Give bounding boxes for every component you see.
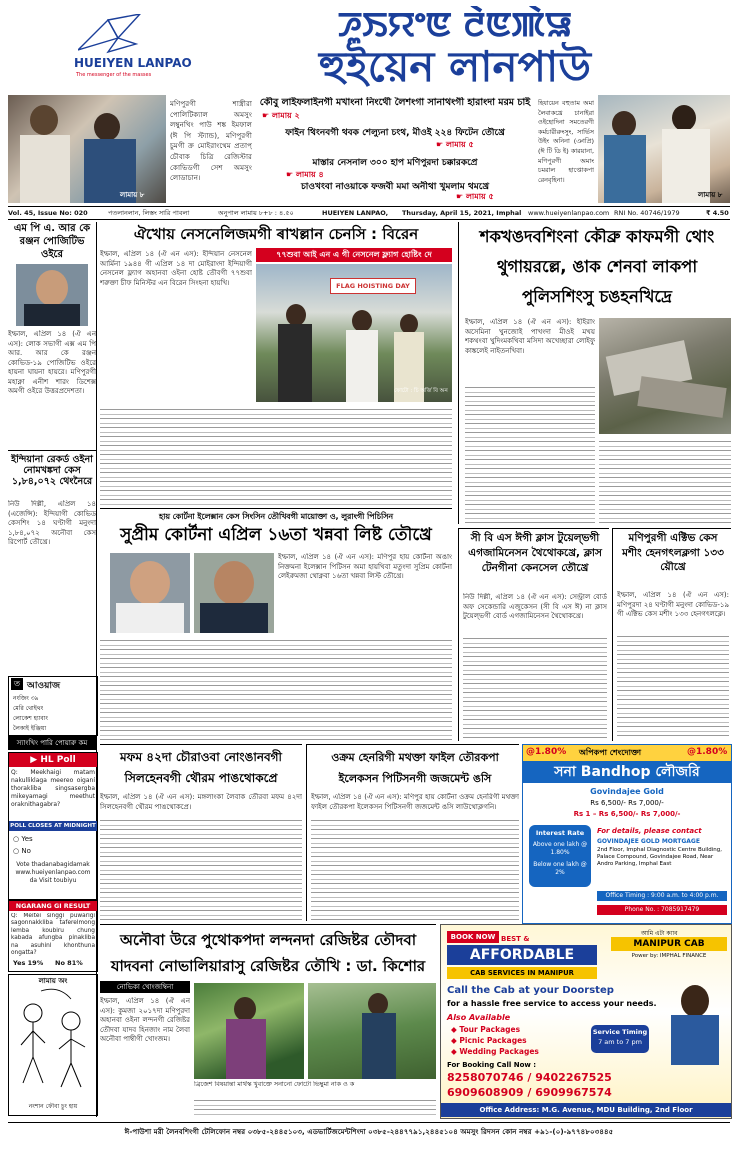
cab-book-now[interactable]: BOOK NOW bbox=[447, 931, 499, 943]
gold-phone[interactable]: Phone No. : 7085917479 bbox=[597, 905, 727, 915]
poll-vote-text[interactable]: Vote thadanabagidamak www.hueiyenlanpao.com da Visit toubiyu bbox=[15, 861, 91, 884]
top-headline-2[interactable]: ফাইন থিংনবগী থবক শেল্যুনা চংথ, মীওই ২২৪ ফিটেন তৌখ্রে bbox=[285, 128, 505, 138]
gold-line-2: Rs 1 – Rs 6,500/- Rs 7,000/- bbox=[573, 810, 681, 818]
damaged-camp-photo bbox=[599, 318, 731, 434]
cab-phone-2[interactable]: 6909608909 / 6909967574 bbox=[447, 1086, 612, 1099]
bottom-left-columns bbox=[100, 817, 302, 921]
radio-icon: ○ bbox=[13, 835, 22, 843]
india-headline[interactable]: ইন্দিয়ানা রেকর্ড ওইনা নোমখঙ্কদা কেস ১,৮৪,০৭২ থেংনৈরে bbox=[11, 454, 93, 487]
top-headline-1-page[interactable] bbox=[262, 110, 300, 123]
paper-name: HUEIYEN LANPAO, bbox=[322, 209, 389, 217]
right-lead-columns bbox=[465, 384, 595, 524]
interest-title: Interest Rate bbox=[535, 829, 585, 837]
lead-photo-credit: ফোটো : চি অর্জি বি অন bbox=[394, 388, 448, 394]
gold-contact-title: For details, please contact bbox=[597, 827, 702, 835]
ngarang-yes-label: Yes bbox=[13, 959, 26, 967]
radio-icon: ○ bbox=[13, 847, 22, 855]
top-right-caption: হিযায়েন বহুতাম অমা লৈবাকখ্রে চানাইরা ওইহোদিনা সমতেরগী কর্মচারীরুংসুং, সার্ভিস উইং অনিনা (ঞাপ্রি) (ঈ টি ডি ই) কারয়ানা, মণিপুরগী অমাং চমরাল হাপ্তোকপা রেনবৃহিনা। bbox=[538, 99, 594, 184]
bottom-mid-body: ইম্ফাল, এপ্রিল ১৪ (ঐ এন এস): মণিপুর হায় কোর্টনা ওক্রম হেনরিগী মথক্তা ফাইল তৌরকপা ইলেকসন পিটিসনগী জজমেন্ট ঙসি লাউথোক্লগনি। bbox=[311, 793, 519, 811]
cab-best: BEST & bbox=[501, 935, 530, 943]
bottom-left-story bbox=[100, 744, 302, 921]
cab-also: Also Available bbox=[447, 1013, 511, 1022]
cab-timing: 7 am to 7 pm bbox=[598, 1038, 642, 1046]
right-lead-body: ইম্ফাল, এপ্রিল ১৪ (ঐ এন এস): হীইরাং অসেমিনা খুনজোই পাখংদা মীওই মখয় শকথংবা খুদিংমকখিবা মসিদা অখেচ্ছারা লোইফু কাঙ্কলেই নাইতনখিবা। bbox=[465, 318, 595, 355]
cab-services: CAB SERVICES IN MANIPUR bbox=[447, 967, 597, 979]
gold-top-label: অপিকপা শেংদোক্তা bbox=[579, 748, 642, 757]
interest-above: Above one lakh @ 1.80% bbox=[532, 841, 588, 856]
profile-body: ইম্ফাল, এপ্রিল ১৪ (ঐ এন এস): লোক সভাগী এক্স এম পি আর. আর কে রঞ্জন কোভিড-১৯ পোজিটিভ ওইরে হায়না ঘায়না হায়রে। মণিপুরগী মহাক্না এনীশ শারং ডিশেক্স অমগী ওইরে উত্তরপ্রদেশতা। bbox=[8, 330, 96, 395]
ngarang-result bbox=[8, 900, 98, 972]
vaccination-photo bbox=[8, 95, 166, 203]
awaaz-row-1: নংজিং ৩৯ bbox=[13, 695, 39, 702]
cab-doorstep-1: Call the Cab at your Doorstep bbox=[447, 985, 614, 996]
bullet-icon: ◆ bbox=[451, 1036, 460, 1045]
hl-poll bbox=[8, 752, 98, 900]
active-headline[interactable]: মণিপুরগী এক্টিভ কেস মশীং হেনগৎলক্লগা ১৩৩ য়ৌখ্রে bbox=[622, 532, 724, 573]
cbse-headline[interactable]: সী বি এস ঈগী ক্লাস টুয়েল্ভগী এগজামিনেসন থৈথোকখ্রে, ক্লাস টেনগীনা কেনসেল তৌখ্রে bbox=[468, 532, 602, 574]
special-line: স্যাংখিং পারি পোয়ারু কম bbox=[8, 736, 96, 750]
greenhouse-photo-2 bbox=[308, 983, 436, 1079]
page-ref: লামায় ২ bbox=[271, 111, 300, 120]
sc-headline[interactable]: সুপ্রীম কোর্টনা এপ্রিল ১৬তা খন্নবা লিষ্ট তৌখ্রে bbox=[120, 525, 432, 545]
ngarang-no-label: No bbox=[55, 959, 65, 967]
top-headline-3[interactable]: মাস্তার নেসনাল ৩০০ হাপ মণিপুরদা চক্কারকপ্রে bbox=[312, 158, 478, 168]
ngarang-yes-pct: 19% bbox=[27, 959, 44, 967]
bottom-lead-body: ইম্ফাল, এপ্রিল ১৪ (ঐ এন এস): কুমজা ২০১৭দা মণিপুরদা অহানবা ওইনা লন্দনগী রেজিষ্টর তৌদবা যাদব হিনজাং নাম লৈবা অনৌবা পাম্বীগী খোংজম। bbox=[100, 997, 190, 1043]
awaaz-logo-icon: ত bbox=[11, 678, 23, 690]
cab-booking-label: For Booking Call Now : bbox=[447, 1061, 537, 1069]
gold-brand: সনা Bandhop লৌজরি bbox=[523, 761, 731, 783]
bottom-lead-caption: ব্রিজেশ বিষয়ান্তা মার্থস্ক খুবাক্তে সনানো ফোটো ভিম্বুমা নাক ও ক bbox=[194, 1081, 355, 1088]
awaaz-row-3: লোকেশ হ্যাবাং bbox=[13, 715, 49, 722]
cartoon-caption: নংশান ফৌবা চুং হায় bbox=[28, 1103, 78, 1110]
top-left-caption: মণিপুরগী শাস্ত্রীরা পোলিটিক্যাল অমসুং লম্বুনখিং পাউ শঙ্ক ইমফাল (ঈ পি স্ট্যান্ড), মণিপুরগী চুমগী ক্র মোইরাংথেম প্রতাপ্ চৌবাক চিত্রি রেজিস্টার কোভিডগী সেশ অমসুং লোডাচান। bbox=[170, 99, 252, 183]
awaaz-row-4: লৈকাই ইঞ্জিয়া bbox=[13, 725, 47, 732]
left-photo-page: লামায় ৮ bbox=[120, 191, 145, 199]
info-bar bbox=[8, 206, 730, 220]
cab-doorstep-2: for a hassle free service to access your needs. bbox=[447, 999, 657, 1008]
website[interactable]: www.hueiyenlanpao.com bbox=[528, 209, 610, 217]
top-headline-4-page[interactable] bbox=[456, 191, 494, 204]
sc-body-columns bbox=[100, 637, 452, 741]
cab-timing-title: Service Timing bbox=[592, 1028, 648, 1036]
logo-text: HUEIYEN LANPAO bbox=[74, 56, 192, 70]
active-columns bbox=[617, 633, 729, 739]
top-strip bbox=[8, 95, 730, 203]
cartoon bbox=[8, 974, 98, 1116]
bottom-left-body: ইম্ফাল, এপ্রিল ১৪ (ঐ এন এস): মঙ্গলাংকা লৈবাক তৌরবা মফম ৪২দা সিলহেনবগী থৌরম পাঙথোকপ্রে। bbox=[100, 793, 302, 811]
pointer-icon: ☛ bbox=[262, 111, 272, 120]
cab-opt-1-label: Tour Packages bbox=[459, 1025, 521, 1034]
masthead bbox=[0, 0, 739, 92]
gold-pct-right: @1.80% bbox=[687, 747, 728, 757]
bottom-lead-columns bbox=[194, 1097, 436, 1117]
right-lead bbox=[458, 222, 735, 524]
gold-bandhop-ad[interactable] bbox=[522, 744, 732, 924]
sc-photo-2 bbox=[194, 553, 274, 633]
pages-price-label: অনুপাল লামায় ৮+৮ : ৪.৫০ bbox=[218, 209, 294, 217]
bullet-icon: ◆ bbox=[451, 1047, 460, 1056]
interest-rate-box bbox=[529, 825, 591, 887]
bottom-mid-headline[interactable]: ওক্রম হেনরিগী মথক্তা ফাইল তৌরকপা ইলেকসন পিটিসনগী জজমেন্ট ঙসি bbox=[331, 751, 499, 785]
bengali-title: হুইয়েন লানপাউ bbox=[319, 42, 591, 91]
cartoon-figures-icon bbox=[11, 987, 95, 1099]
cab-opt-3-label: Wedding Packages bbox=[459, 1047, 539, 1056]
top-headlines bbox=[256, 95, 534, 203]
cab-phone-1[interactable]: 8258070746 / 9402267525 bbox=[447, 1071, 612, 1084]
cab-opt-2 bbox=[451, 1036, 527, 1045]
poll-question: Q: Meekhaigi matam nakulliklaga meereo oiganí thorakliba singsasergba mikeyamagi meethut oraknithagabra? bbox=[11, 769, 95, 808]
left-column bbox=[8, 222, 97, 1117]
rni-number: RNI No. 40746/1979 bbox=[614, 209, 680, 217]
flag-hoisting-photo bbox=[256, 264, 452, 402]
rk-ranjan-photo bbox=[16, 264, 88, 326]
poll-closes: POLL CLOSES AT MIDNIGHT bbox=[10, 823, 96, 829]
cab-brand-sub: Power by: IMPHAL FINANCE bbox=[631, 953, 707, 959]
lead-body-columns bbox=[100, 406, 452, 506]
volume-issue: Vol. 45, Issue No: 020 bbox=[8, 209, 88, 217]
right-lead-columns-2 bbox=[599, 438, 731, 524]
bottom-lead-headline[interactable]: অনৌবা উরে পুথোকপদা লন্দনদা রেজিষ্টর তৌদবা যাদবনা নোভালিয়ারাসু রেজিষ্টর তৌখি : ডা. কিশোর bbox=[110, 931, 426, 975]
sc-body: ইম্ফাল, এপ্রিল ১৪ (ঐ এন এস): মণিপুর হায় কোর্টনা অঙাং নিক্তমনা ইলেক্সান পিটিসন অমা হায়খিবা মতুংদা সুপ্রিম কোর্টনা লেইরুমজা থোক্নবা ১৬তা খন্নবা লিস্ট তৌখ্রে। bbox=[278, 553, 452, 580]
ngarang-question: Q: Meitei singgi puwarigi sagonnakkliba taferelmong lemba koubiru chung kabada afungba pinakliba na asuhinl khonthuna ongatta? bbox=[11, 913, 95, 957]
bottom-left-headline[interactable]: মফম ৪২দা চৌরাওবা নোংঙানবগী সিলহেনবগী থৌরম পাঙথোকপ্রে bbox=[120, 750, 282, 785]
active-cases-story bbox=[612, 528, 731, 741]
page-ref: লামায় ৫ bbox=[445, 140, 474, 149]
top-headline-2-page[interactable] bbox=[436, 139, 474, 152]
cbse-story bbox=[458, 528, 609, 741]
pointer-icon: ☛ bbox=[436, 140, 446, 149]
registration: পতলানলান, লিস্তং সারি পাবলা bbox=[108, 209, 190, 217]
issue-date: Thursday, April 15, 2021, Imphal bbox=[402, 209, 522, 217]
bottom-lead-subhead: নোভিকা খোংজম্বিনা bbox=[100, 981, 190, 993]
active-body: ইম্ফাল, এপ্রিল ১৪ (ঐ এন এস): মণিপুরদা ২৪ ঘণ্টাগী মনুংদা কোভিড-১৯ গী এক্টিভ কেস মশীং ১৩৩ হেনগৎলক্লে। bbox=[617, 591, 729, 618]
poll-no-label: No bbox=[21, 847, 31, 855]
ceremony-photo bbox=[598, 95, 730, 203]
greenhouse-photo-1 bbox=[194, 983, 304, 1079]
pointer-icon: ☛ bbox=[286, 170, 296, 179]
awaaz-title: আওয়াজ bbox=[27, 681, 61, 691]
right-lead-headline[interactable]: শকখঙদবশিংনা কৌব্রু কাফমগী থোং থুগায়রল্লে, ঙাক শেনবা লাকপা পুলিসশিংসু চঙহনখিদ্রে bbox=[479, 227, 715, 306]
arrow-icon: ▶ bbox=[30, 755, 41, 765]
cab-address: Office Address: M.G. Avenue, MDU Building, 2nd Floor bbox=[441, 1103, 731, 1117]
page-ref: লামায় ৫ bbox=[465, 192, 494, 201]
poll-yes-label: Yes bbox=[21, 835, 33, 843]
gold-contact-name: GOVINDAJEE GOLD MORTGAGE bbox=[597, 838, 700, 845]
bottom-mid-story bbox=[306, 744, 519, 921]
sc-photo-1 bbox=[110, 553, 190, 633]
gold-office-timing: Office Timing : 9:00 a.m. to 4:00 p.m. bbox=[597, 891, 727, 901]
cbse-body: নিউ দিল্লী, এপ্রিল ১৪ (ঐ এন এস): সেন্ট্রাল বোর্ড অফ সেকেন্ডারি এজুকেসন (সী বি এস ঈ) না ক্লাস টুয়েল্ভগী বোর্ড এগজামিনেসন থৈথোকখ্রে। bbox=[463, 593, 607, 620]
cartoon-label: লামায় অং bbox=[38, 977, 68, 985]
page-ref: লামায় ৪ bbox=[295, 170, 324, 179]
ngarang-title: NGARANG GI RESULT bbox=[9, 901, 97, 911]
awaaz-row-2: মেরি থোইথং bbox=[13, 705, 44, 712]
top-headline-4[interactable]: চাওখংবা নাওয়াকে ফজবী মমা অনীথা খুমলাম থমখ্রে bbox=[300, 182, 490, 192]
cbse-columns bbox=[463, 635, 607, 739]
interest-below: Below one lakh @ 2% bbox=[533, 861, 587, 876]
poll-title bbox=[9, 753, 97, 767]
poll-title-text: HL Poll bbox=[40, 755, 76, 765]
top-headline-1[interactable]: কৌবু লাইফলাইনগী মখাংনা নিংথৌ লৈশংগা সানাথংগী হারাংদা মরম চাই bbox=[259, 97, 531, 108]
manipur-cab-ad[interactable] bbox=[440, 924, 732, 1119]
ngarang-no-pct: 81% bbox=[67, 959, 83, 967]
poll-yes-option[interactable] bbox=[13, 835, 33, 843]
price: ₹ 4.50 bbox=[706, 209, 729, 217]
sc-kicker[interactable]: হায় কোর্টনা ইলেক্সান কেস সিংসিন তৌখিবগী মায়োক্তা ও, লুরাংগী পিচিসিন bbox=[158, 512, 394, 521]
cab-model-photo bbox=[663, 981, 727, 1065]
ngarang-no bbox=[55, 959, 83, 967]
cab-affordable: AFFORDABLE bbox=[447, 945, 597, 965]
bullet-icon: ◆ bbox=[451, 1025, 460, 1034]
gold-pct-left: @1.80% bbox=[526, 747, 567, 757]
cab-opt-1 bbox=[451, 1025, 520, 1034]
footer-bar: ঈ-পাউশা মরী লৈনবশিংগী টেলিফোন নম্বর ০৩৮৫-২৪৪৫১০৩, এডভার্টিজমেন্টশিংদা ০৩৮৫-২৪৪৭৭৯১,২৪৪৫১০৪ অমসুং রিদসন কোন নম্বর +৯১-(০)-৯৭৭৪৮০৩৪৪৫ bbox=[8, 1122, 730, 1141]
gold-contact-addr: 2nd Floor, Imphal Diagnostic Centre Building, Palace Compound, Govindajee Road, Near Andro Parking, Imphal East bbox=[597, 847, 723, 867]
lead-headline[interactable]: ঐখোয় নেসনেলিজমগী ৰাখল্লান চেনসি : বিরেন bbox=[133, 225, 419, 243]
flag-sign: FLAG HOISTING DAY bbox=[330, 278, 416, 294]
cab-timing-box bbox=[591, 1025, 649, 1053]
profile-headline[interactable]: এম পি এ. আর কে রঞ্জন পোজিটিভ ওইরে bbox=[13, 223, 91, 260]
india-body: নিউ দিল্লী, এপ্রিল ১৪ (এজেন্সি): ইন্দিয়াগী কোভিড কেসশিং ১৪ ঘণ্টাগী মনুংদা ১,৮৪,০৭২ অনৌবা কেস রিপোর্ট তৌখ্রে। bbox=[8, 500, 96, 546]
lead-body-left: ইম্ফাল, এপ্রিল ১৪ (ঐ এন এস): ইন্দিয়ান নেসনেল আর্মিনা ১৯৪৪ গী এপ্রিল ১৪ দা মোইরাংদা ইন্দিয়াগী নেসনেল ফ্ল্যাগ অহানবা ওইনা হোষ্ট তৌবগী ৭৭শুবা শরুক্তা চীফ মিনিস্টর এন বিরেন সিংহনা হায়খি। bbox=[100, 250, 252, 287]
paper-crane-icon bbox=[78, 14, 142, 54]
pointer-icon: ☛ bbox=[456, 192, 466, 201]
right-photo-page: লামায় ৮ bbox=[698, 191, 723, 199]
supreme-court-story bbox=[100, 508, 452, 741]
masthead-logo bbox=[60, 14, 192, 90]
gold-line-1: Rs 6,500/- Rs 7,000/- bbox=[590, 799, 664, 807]
bottom-mid-columns bbox=[311, 817, 519, 921]
cab-brand: MANIPUR CAB bbox=[611, 937, 727, 951]
logo-tagline: The messenger of the masses bbox=[76, 72, 152, 78]
awaaz-box bbox=[8, 676, 98, 736]
ngarang-yes bbox=[13, 959, 43, 967]
meitei-title: ꯍꯨꯏꯌꯦꯟ ꯂꯥꯟꯄꯥꯎ bbox=[337, 6, 573, 44]
cab-opt-3 bbox=[451, 1047, 539, 1056]
cab-tagline-top: আমি এটা ক্যাব bbox=[641, 930, 678, 937]
cab-opt-2-label: Picnic Packages bbox=[459, 1036, 527, 1045]
poll-no-option[interactable] bbox=[13, 847, 31, 855]
bottom-lead-story bbox=[100, 924, 436, 1118]
gold-company: Govindajee Gold bbox=[590, 787, 664, 796]
lead-photo-bar: ৭৭শুবা আই এন এ গী নেসনেল ফ্ল্যাগ হোষ্টিং দে bbox=[256, 248, 452, 262]
